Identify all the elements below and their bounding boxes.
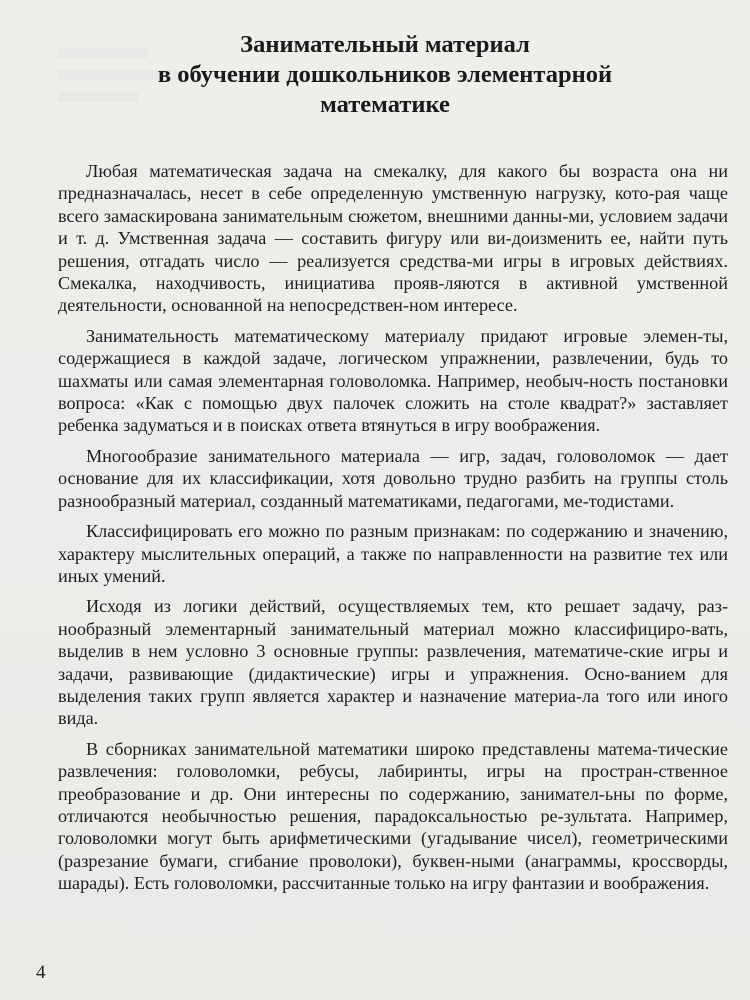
title-line-3: математике	[320, 91, 450, 118]
paragraph-3: Многообразие занимательного материала — игр, задач, головоломок — дает основание для их классификации, хотя довольно трудно разбить на группы столь разнообразный материал, созданный математиками, педагогами, ме-тодистами.	[58, 445, 728, 511]
paragraph-5: Исходя из логики действий, осуществляемых тем, кто решает задачу, раз-нообразный элементарный занимательный материал можно классифициро-вать, выделив в нем условно 3 основные группы: развлечения, математиче-ские игры и задачи, развивающие (дидактические) игры и упражнения. Осно-ванием для выделения таких групп является характер и назначение материа-ла того или иного вида.	[58, 596, 728, 729]
page-title	[60, 30, 710, 120]
paragraph-2: Занимательность математическому материалу придают игровые элемен-ты, содержащиеся в каждой задаче, логическом упражнении, развлечении, будь то шахматы или самая элементарная головоломка. Например, необыч-ность постановки вопроса: «Как с помощью двух палочек сложить на столе квадрат?» заставляет ребенка задуматься и в поисках ответа втянуться в игру воображения.	[58, 325, 728, 436]
body-text	[58, 160, 728, 903]
title-line-1: Занимательный материал	[240, 31, 530, 58]
title-line-2: в обучении дошкольников элементарной	[157, 61, 613, 88]
paragraph-6: В сборниках занимательной математики широко представлены матема-тические развлечения: головоломки, ребусы, лабиринты, игры на простран-ственное преобразование и др. Они интересны по содержанию, занимател-ьны по форме, отличаются необычностью решения, парадоксальностью ре-зультата. Например, головоломки могут быть арифметическими (угадывание чисел), геометрическими (разрезание бумаги, сгибание проволоки), буквен-ными (анаграммы, кроссворды, шарады). Есть головоломки, рассчитанные только на игру фантазии и воображения.	[58, 738, 728, 894]
paragraph-4: Классифицировать его можно по разным признакам: по содержанию и значению, характеру мыслительных операций, а также по направленности на развитие тех или иных умений.	[58, 521, 728, 586]
page-number: 4	[36, 962, 46, 983]
paragraph-1: Любая математическая задача на смекалку, для какого бы возраста она ни предназначалась, несет в себе определенную умственную нагрузку, кото-рая чаще всего замаскирована занимательным сюжетом, внешними данны-ми, условием задачи и т. д. Умственная задача — составить фигуру или ви-доизменить ее, найти путь решения, отгадать число — реализуется средства-ми игры в игровых действиях. Смекалка, находчивость, инициатива прояв-ляются в активной умственной деятельности, основанной на непосредствен-ном интересе.	[58, 161, 728, 316]
